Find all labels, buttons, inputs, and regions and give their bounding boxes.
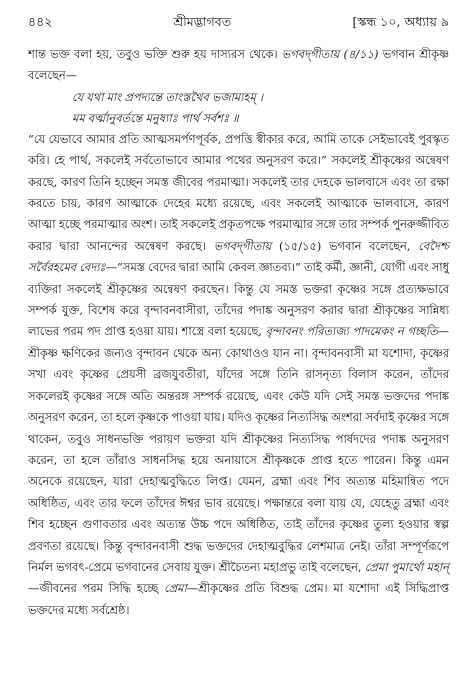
intro-paragraph: [28, 44, 449, 87]
main-text-2: (১৫/১৫) ভগবান বলেছেন,: [271, 238, 419, 253]
main-text-5: —জীবনের পরম সিদ্ধি হচ্ছে: [28, 581, 164, 596]
intro-text-1: শান্ত ভক্ত বলা হয়, তবুও ভক্তি শুরু হয় দাস্যরস থেকে।: [28, 47, 282, 61]
gita-reference: ভগবদ্‌গীতায় (৪/১১): [281, 47, 379, 61]
main-text-6: —শ্রীকৃষ্ণের প্রতি বিশুদ্ধ প্রেম। মা যশোদা এই সিদ্ধিপ্রাপ্ত ভক্তদের মধ্যে সর্বশ্রেষ্ঠ।: [28, 581, 449, 617]
prema-word: প্রেমা: [164, 581, 187, 596]
verse-line-2: মম বর্ত্মানুবর্তন্তে মনুষ্যাঃ পার্থ সর্বশঃ ॥: [72, 110, 239, 125]
chapter-location: [স্কন্ধ ১০, অধ্যায় ৯: [352, 14, 449, 29]
veda-quote: বেদৈশ্চ সর্বৈরহমেব বেদ্যঃ: [28, 238, 449, 275]
book-title: শ্রীমদ্ভাগবত: [173, 14, 232, 29]
gita-reference-2: ভগবদ্‌গীতায়: [213, 238, 272, 253]
vrindavan-quote: বৃন্দাবনং পরিত্যজ্য পাদমেকং ন গচ্ছতি: [265, 324, 438, 339]
main-text-4: —শ্রীকৃষ্ণ ক্ষণিকের জন্যও বৃন্দাবন থেকে অন্য কোথাওও যান না। বৃন্দাবনবাসী মা যশোদা, কৃষ্ণের সখা এবং কৃষ্ণের প্রেয়সী ব্রজযুবতীরা, যাঁদের সঙ্গে তিনি রাসনৃত্য বিলাস করেন, তাঁদের সকলেরই কৃষ্ণের সঙ্গে অতি অন্তরঙ্গ সম্পর্ক রয়েছে, এবং কেউ যদি সেই সমস্ত ভক্তদের পদাঙ্ক অনুসরণ করেন, তা হলে কৃষ্ণকে পাওয়া যায়। যদিও কৃষ্ণের নিত্যসিদ্ধ অংশরা সর্বদাই কৃষ্ণের সঙ্গে থাকেন, তবুও সাধনভক্তি পরায়ণ ভক্তরা যদি শ্রীকৃষ্ণের নিত্যসিদ্ধ পার্ষদদের পদাঙ্ক অনুসরণ করেন, তা হলে তাঁরাও সাধনসিদ্ধ হয়ে অনায়াসে শ্রীকৃষ্ণকে প্রাপ্ত হতে পারেন। কিন্তু এমন অনেকে রয়েছেন, যারা দেহাত্মবুদ্ধিতে লিপ্ত। যেমন, ব্রহ্মা এবং শিব অত্যন্ত মহিমান্বিত পদে অধিষ্ঠিত, এবং তার ফলে তাঁদের ঈশ্বর ভাব রয়েছে। পক্ষান্তরে বলা যায় যে, যেহেতু ব্রহ্মা এবং শিব হচ্ছেন গুণাবতার এবং অত্যন্ত উচ্চ পদে অধিষ্ঠিত, তাই তাঁদের কৃষ্ণের তুল্য হওয়ার স্বল্প প্রবণতা রয়েছে। কিন্তু বৃন্দাবনবাসী শুদ্ধ ভক্তদের দেহাত্মবুদ্ধির লেশমাত্র নেই। তাঁরা সম্পূর্ণরূপে নির্মল ভগবৎ-প্রেমে ভগবানের সেবায় যুক্ত। শ্রীচৈতন্য মহাপ্রভু তাই বলেছেন,: [28, 324, 449, 574]
prema-quote: প্রেমা পুমার্থো মহান্: [364, 559, 449, 574]
main-text-1: “যে যেভাবে আমার প্রতি আত্মসমর্পণপূর্বক, প্রপত্তি স্বীকার করে, আমি তাকে সেইভাবেই পুরস্কৃত করি। হে পার্থ, সকলেই সর্বতোভাবে আমার পথের অনুসরণ করে।” সকলেই শ্রীকৃষ্ণের অন্বেষণ করছে, কারণ তিনি হচ্ছেন সমস্ত জীবের পরমাত্মা। সকলেই তার দেহকে ভালবাসে এবং তা রক্ষা করতে চায়, কারণ আত্মাকে দেহের মধ্যে রয়েছে, এবং সকলেই আত্মাকে ভালবাসে, কারণ আত্মা হচ্ছে পরমাত্মার অংশ। তাই সকলেই প্রকৃতপক্ষে পরমাত্মার সঙ্গে তার সম্পর্ক পুনরুজ্জীবিত করার দ্বারা আনন্দের অন্বেষণ করছে।: [28, 131, 449, 253]
sanskrit-verse: [28, 87, 449, 129]
intro-text-2: ভগবান শ্রীকৃষ্ণ বলেছেন—: [28, 47, 449, 83]
main-paragraph: [28, 129, 449, 621]
verse-line-1: যে যথা মাং প্রপদ্যন্তে তাংস্তথৈব ভজাম্যহম্ ।: [72, 89, 264, 104]
running-header: [28, 14, 449, 30]
page-number: ৪৪২: [28, 14, 53, 29]
main-text-3: —“সমস্ত বেদের দ্বারা আমি কেবল জ্ঞাতব্য।” তাই কর্মী, জ্ঞানী, যোগী এবং সাধু ব্যক্তিরা সকলেই শ্রীকৃষ্ণের অন্বেষণ করছেন। কিন্তু যে সমস্ত ভক্তরা কৃষ্ণের সঙ্গে প্রত্যক্ষভাবে সম্পর্ক যুক্ত, বিশেষ করে বৃন্দাবনবাসীরা, তাঁদের পদাঙ্ক অনুসরণ করার দ্বারা শ্রীকৃষ্ণের সান্নিধ্য লাভের পরম পদ প্রাপ্ত হওয়া যায়। শাস্ত্রে বলা হয়েছে,: [28, 260, 449, 339]
body-text: [28, 44, 449, 621]
